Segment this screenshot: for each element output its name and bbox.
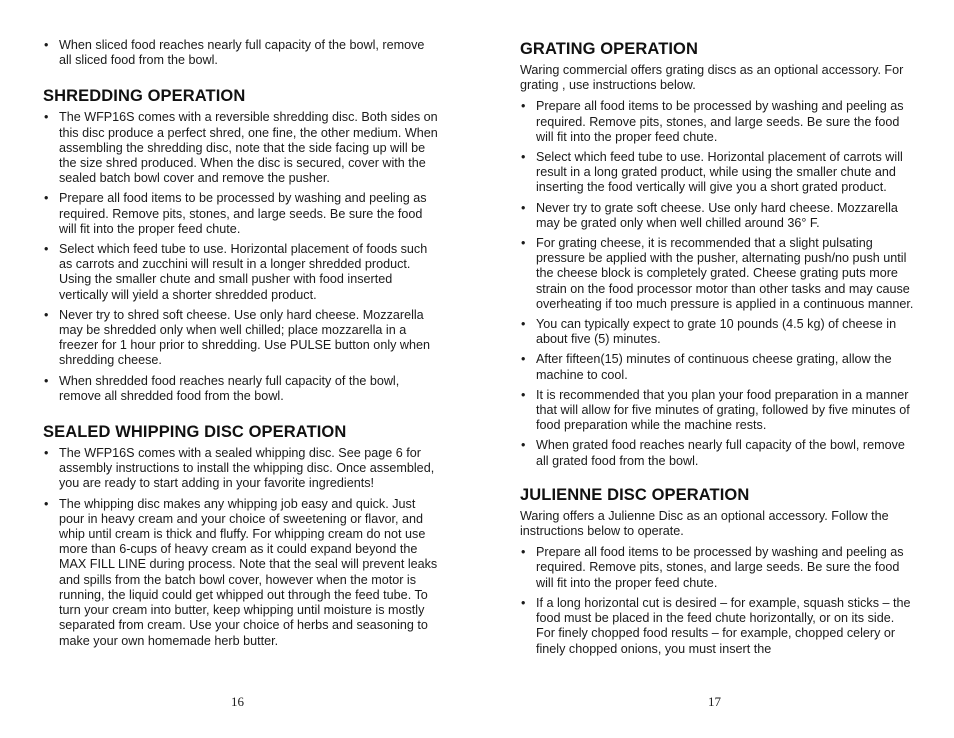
page-number-left: 16 (231, 694, 244, 709)
grating-heading: GRATING OPERATION (520, 40, 699, 58)
list-item: • For grating cheese, it is recommended that a slight pulsating pressure be applied with the pusher, alternating push/no push until the cheese block is completely grated. Cheese grating puts more strain on the food processor motor than other tasks and may cause overheating if too much pressure is applied in a continuous manner. (521, 236, 914, 311)
list-item: • When sliced food reaches nearly full capacity of the bowl, remove all sliced food from the bowl. (44, 38, 425, 68)
julienne-bullet-list (520, 545, 915, 656)
julienne-intro: Waring offers a Julienne Disc as an optional accessory. Follow the instructions below to operate. (520, 508, 889, 539)
list-item: • If a long horizontal cut is desired – for example, squash sticks – the food must be placed in the feed chute horizontally, or on its side. For finely chopped food results – for example, chopped celery or finely chopped onions, you must insert the (521, 595, 911, 656)
list-item: • It is recommended that you plan your food preparation in a manner that will allow for five minutes of grating, followed by five minutes of food preparation while the machine rests. (521, 387, 910, 433)
left-page-column (43, 38, 438, 654)
right-page-column (520, 40, 915, 662)
list-item: • After fifteen(15) minutes of continuous cheese grating, allow the machine to cool. (521, 352, 892, 382)
top-bullet-list (43, 38, 438, 68)
grating-intro: Waring commercial offers grating discs as an optional accessory. For grating , use instructions below. (520, 63, 904, 93)
list-item: • Select which feed tube to use. Horizontal placement of carrots will result in a long grated product, while using the smaller chute and inserting the food vertically will give you a short grated product. (521, 150, 903, 195)
grating-bullet-list (520, 99, 915, 468)
julienne-heading: JULIENNE DISC OPERATION (520, 485, 750, 504)
shredding-bullet-list (43, 110, 438, 404)
list-item: • Prepare all food items to be processed by washing and peeling as required. Remove pits, stones, and large seeds. Be sure the food will fit into the proper feed chute. (44, 191, 427, 236)
page-number-right: 17 (708, 694, 721, 709)
list-item: • The WFP16S comes with a reversible shredding disc. Both sides on this disc produce a perfect shred, one fine, the other medium. When assembling the shredding disc, note that the side facing up will be the size shred produced. When the disc is secured, cover with the sealed batch bowl cover and remove the pusher. (44, 110, 438, 186)
list-item: • Never try to grate soft cheese. Use only hard cheese. Mozzarella may be grated only when well chilled around 36° F. (521, 200, 898, 230)
list-item: • Select which feed tube to use. Horizontal placement of foods such as carrots and zucchini will result in a longer shredded product. Using the smaller chute and small pusher with food inserted vertically will yield a shorter shredded product. (44, 242, 428, 302)
list-item: • You can typically expect to grate 10 pounds (4.5 kg) of cheese in about five (5) minutes. (521, 317, 897, 347)
list-item: • Never try to shred soft cheese. Use only hard cheese. Mozzarella may be shredded only when well chilled; place mozzarella in a freezer for 1 hour prior to shredding. Use PULSE button only when shredding cheese. (44, 307, 431, 368)
list-item: • Prepare all food items to be processed by washing and peeling as required. Remove pits, stones, and large seeds. Be sure the food will fit into the proper feed chute. (521, 545, 904, 590)
list-item: • The whipping disc makes any whipping job easy and quick. Just pour in heavy cream and your choice of sweetening or flavor, and whip until cream is thick and fluffy. For whipping cream do not use more than 6-cups of heavy cream as it could expand beyond the MAX FILL LINE during process. Note that the seal will prevent leaks and spills from the batch bowl cover, however when the motor is running, the liquid could get whipped out through the feed tube. To turn your cream into butter, keep whipping until moisture is mostly separated from cream. Use your choice of herbs and seasoning to make your own homemade herb butter. (44, 496, 438, 648)
list-item: • When grated food reaches nearly full capacity of the bowl, remove all grated food from the bowl. (521, 438, 905, 468)
list-item: • Prepare all food items to be processed by washing and peeling as required. Remove pits, stones, and large seeds. Be sure the food will fit into the proper feed chute. (521, 99, 904, 144)
shredding-heading: SHREDDING OPERATION (43, 87, 246, 106)
list-item: • When shredded food reaches nearly full capacity of the bowl, remove all shredded food from the bowl. (44, 373, 400, 403)
whipping-heading: SEALED WHIPPING DISC OPERATION (43, 423, 347, 442)
whipping-bullet-list (43, 446, 438, 649)
list-item: • The WFP16S comes with a sealed whipping disc. See page 6 for assembly instructions to install the whipping disc. Once assembled, you are ready to start adding in your favorite ingredients! (44, 446, 435, 491)
